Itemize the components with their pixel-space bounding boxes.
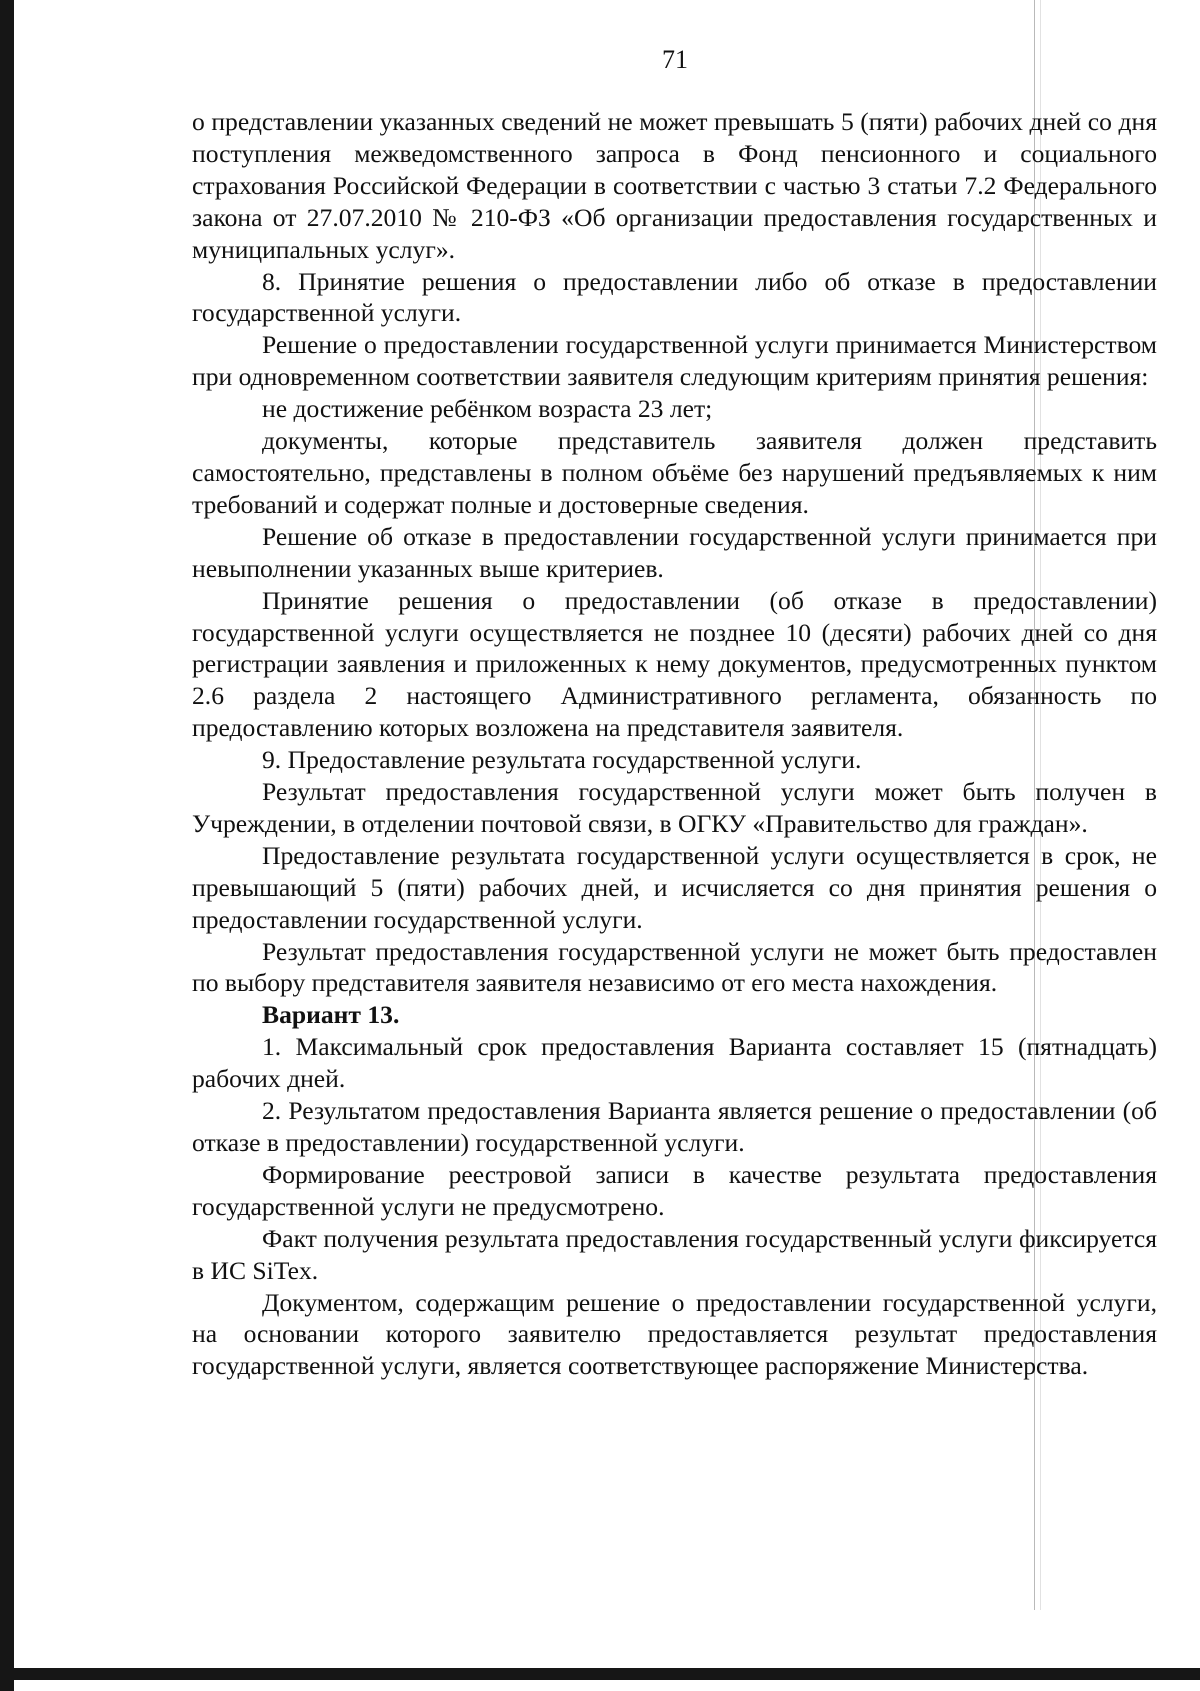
paragraph: Результат предоставления государственной услуги не может быть предоставлен по выбору представителя заявителя независимо от его места нахождения. bbox=[192, 936, 1157, 998]
paragraph-continuation: о представлении указанных сведений не может превышать 5 (пяти) рабочих дней со дня поступления межведомственного запроса в Фонд пенсионного и социального страхования Российской Федерации в соответствии с частью 3 статьи 7.2 Федерального закона от 27.07.2010 № 210-ФЗ «Об организации предоставления государственных и муниципальных услуг». bbox=[192, 107, 1157, 264]
paragraph: Решение о предоставлении государственной услуги принимается Министерством при одновременном соответствии заявителя следующим критериям принятия решения: bbox=[192, 330, 1157, 392]
paragraph: Предоставление результата государственной услуги осуществляется в срок, не превышающий 5 (пяти) рабочих дней, и исчисляется со дня принятия решения о предоставлении государственной услуги. bbox=[192, 840, 1157, 934]
scan-bottom-edge bbox=[0, 1668, 1200, 1680]
document-body bbox=[192, 106, 1157, 1382]
paragraph: документы, которые представитель заявителя должен представить самостоятельно, представлены в полном объёме без нарушений предъявляемых к ним требований и содержат полные и достоверные сведения. bbox=[192, 426, 1157, 519]
paragraph: Принятие решения о предоставлении (об отказе в предоставлении) государственной услуги осуществляется не позднее 10 (десяти) рабочих дней со дня регистрации заявления и приложенных к нему документов, предусмотренных пунктом 2.6 раздела 2 настоящего Административного регламента, обязанность по предоставлению которых возложена на представителя заявителя. bbox=[192, 585, 1157, 743]
paragraph-item-8: 8. Принятие решения о предоставлении либо об отказе в предоставлении государственной услуги. bbox=[192, 266, 1157, 328]
paragraph: Решение об отказе в предоставлении государственной услуги принимается при невыполнении указанных выше критериев. bbox=[192, 521, 1157, 583]
paragraph-item-2: 2. Результатом предоставления Варианта является решение о предоставлении (об отказе в предоставлении) государственной услуги. bbox=[192, 1096, 1157, 1157]
paragraph: Результат предоставления государственной услуги может быть получен в Учреждении, в отделении почтовой связи, в ОГКУ «Правительство для граждан». bbox=[192, 777, 1157, 838]
paragraph-item-1: 1. Максимальный срок предоставления Варианта составляет 15 (пятнадцать) рабочих дней. bbox=[192, 1032, 1157, 1094]
paragraph: Документом, содержащим решение о предоставлении государственной услуги, на основании которого заявителю предоставляется результат предоставления государственной услуги, является соответствующее распоряжение Министерства. bbox=[192, 1287, 1157, 1381]
paragraph-item-9: 9. Предоставление результата государственной услуги. bbox=[262, 745, 862, 775]
paragraph: Формирование реестровой записи в качестве результата предоставления государственной услуги не предусмотрено. bbox=[192, 1159, 1157, 1221]
paragraph: не достижение ребёнком возраста 23 лет; bbox=[262, 394, 713, 424]
paragraph: Факт получения результата предоставления государственный услуги фиксируется в ИС SiTex. bbox=[192, 1223, 1157, 1285]
page-number: 71 bbox=[662, 45, 688, 74]
section-heading-variant-13: Вариант 13. bbox=[262, 1000, 400, 1030]
scan-left-edge bbox=[0, 0, 14, 1691]
